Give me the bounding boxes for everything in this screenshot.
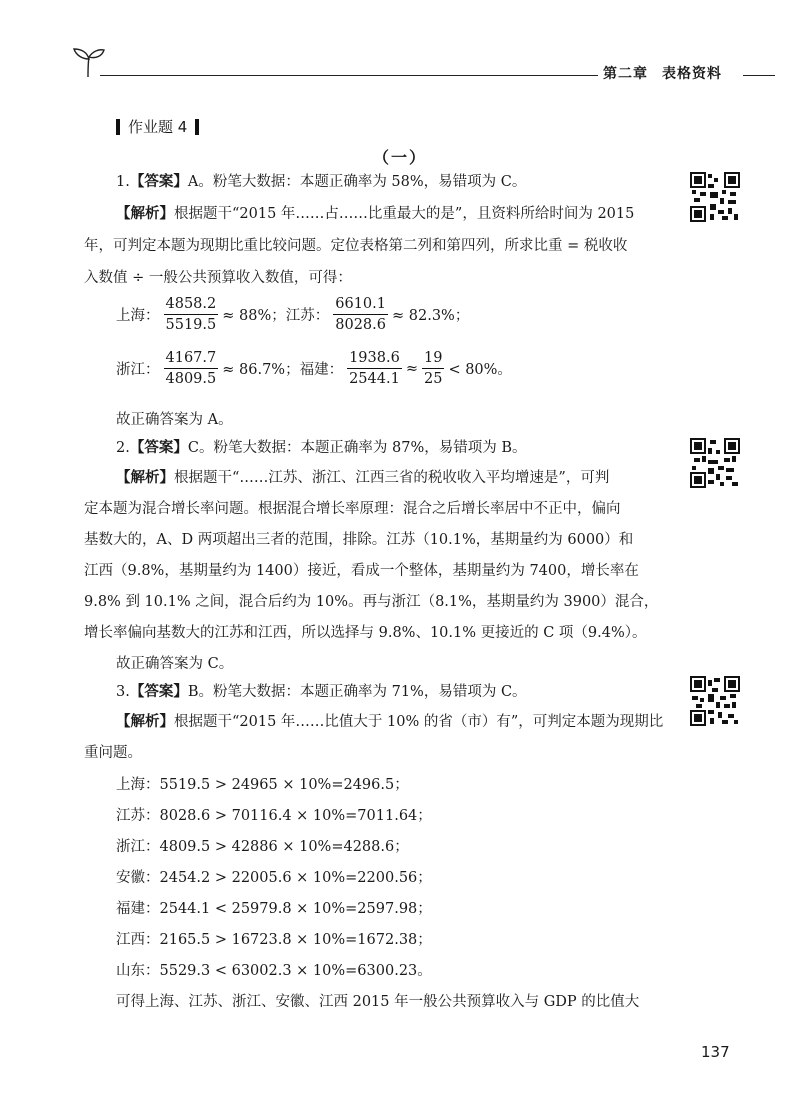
- fraction-numerator: 1938.6: [347, 350, 402, 369]
- province-label: 上海：: [116, 308, 160, 324]
- header-rule-left: [100, 75, 598, 76]
- q3-list-item: 浙江：4809.5 > 42886 × 10%=4288.6；: [116, 839, 409, 855]
- chapter-title: 表格资料: [662, 66, 722, 82]
- fraction-numerator: 4858.2: [164, 296, 219, 315]
- section-title: [116, 116, 199, 137]
- fraction-denominator: 4809.5: [165, 371, 217, 387]
- q1-number: 1.: [116, 174, 130, 190]
- fraction-numerator: 4167.7: [164, 350, 219, 369]
- q2-analysis-line: 基数大的，A、D 两项超出三者的范围，排除。江苏（10.1%，基期量约为 6000）和: [84, 532, 634, 548]
- section-bar-right: [195, 119, 199, 135]
- q3-tail-line: 可得上海、江苏、浙江、安徽、江西 2015 年一般公共预算收入与 GDP 的比值大: [116, 994, 640, 1010]
- qr-code-icon: [690, 438, 740, 488]
- page-header: [0, 0, 800, 90]
- page-number: 137: [701, 1043, 730, 1061]
- formula-result: ≈ 88%；: [222, 308, 286, 324]
- q3-list-item: 安徽：2454.2 > 22005.6 × 10%=2200.56；: [116, 870, 432, 886]
- q3-answer-text: B。粉笔大数据：本题正确率为 71%，易错项为 C。: [187, 684, 527, 700]
- q2-analysis-line: [116, 468, 609, 488]
- q2-analysis-tag: 【解析】: [116, 469, 174, 486]
- province-label: 浙江：: [116, 362, 160, 378]
- header-rule-right: [743, 75, 775, 76]
- q3-list-item: 福建：2544.1 < 25979.8 × 10%=2597.98；: [116, 901, 432, 917]
- q2-analysis-text: 根据题干“……江苏、浙江、江西三省的税收收入平均增速是”，可判: [174, 470, 610, 486]
- q1-conclusion: 故正确答案为 A。: [116, 412, 233, 428]
- q2-analysis-line: 9.8% 到 10.1% 之间，混合后约为 10%。再与浙江（8.1%，基期量约为 3900）混合，: [84, 594, 659, 610]
- q2-conclusion: 故正确答案为 C。: [116, 656, 234, 672]
- q3-analysis-line: 重问题。: [84, 745, 142, 761]
- q2-analysis-line: 定本题为混合增长率问题。根据混合增长率原理：混合之后增长率居中不正中，偏向: [84, 501, 621, 517]
- q2-answer-tag: 【答案】: [129, 439, 188, 456]
- q3-number: 3.: [116, 684, 130, 700]
- fraction: [347, 350, 402, 387]
- fraction: [422, 350, 444, 387]
- sub-title: （一）: [372, 148, 427, 167]
- q3-list-item: 江西：2165.5 > 16723.8 × 10%=1672.38；: [116, 932, 432, 948]
- formula-result: < 80%。: [448, 362, 512, 378]
- fraction-numerator: 19: [422, 350, 444, 369]
- approx-sign: ≈: [405, 360, 418, 377]
- chapter-heading: [603, 63, 722, 83]
- q3-list-item: 江苏：8028.6 > 70116.4 × 10%=7011.64；: [116, 808, 432, 824]
- fraction-numerator: 6610.1: [333, 296, 388, 315]
- province-label: 福建：: [299, 362, 344, 378]
- formula-result: ≈ 86.7%；: [222, 362, 300, 378]
- q1-answer-tag: 【答案】: [129, 173, 188, 190]
- fraction-denominator: 25: [423, 371, 443, 387]
- qr-code-icon: [690, 676, 740, 726]
- q3-answer-line: [116, 682, 527, 702]
- q3-list-item: 山东：5529.3 < 63002.3 × 10%=6300.23。: [116, 963, 432, 979]
- q3-analysis-text: 根据题干“2015 年……比值大于 10% 的省（市）有”，可判定本题为现期比: [174, 714, 664, 730]
- q1-analysis-line: 入数值 ÷ 一般公共预算收入数值，可得：: [84, 270, 352, 286]
- fraction: [164, 350, 219, 387]
- q2-analysis-line: 增长率偏向基数大的江苏和江西，所以选择与 9.8%、10.1% 更接近的 C 项（9.4%）。: [84, 625, 647, 641]
- q2-answer-line: [116, 438, 527, 458]
- fraction-denominator: 8028.6: [335, 317, 386, 333]
- section-bar-left: [116, 119, 120, 135]
- q1-analysis-text: 根据题干“2015 年……占……比重最大的是”，且资料所给时间为 2015: [174, 206, 635, 222]
- q3-answer-tag: 【答案】: [129, 683, 188, 700]
- province-label: 江苏：: [285, 308, 330, 324]
- q1-formula-row: [116, 296, 469, 333]
- q2-number: 2.: [116, 440, 130, 456]
- fraction: [164, 296, 219, 333]
- q2-analysis-line: 江西（9.8%，基期量约为 1400）接近，看成一个整体，基期量约为 7400，增长率在: [84, 563, 639, 579]
- chapter-number: 第二章: [603, 66, 648, 82]
- fraction-denominator: 2544.1: [349, 371, 400, 387]
- formula-result: ≈ 82.3%；: [392, 308, 470, 324]
- q1-analysis-tag: 【解析】: [116, 205, 174, 222]
- section-title-text: 作业题 4: [128, 118, 188, 136]
- q3-analysis-line: [116, 712, 663, 732]
- q3-list-item: 上海：5519.5 > 24965 × 10%=2496.5；: [116, 777, 409, 793]
- q1-analysis-line: [116, 204, 634, 224]
- q1-analysis-line: 年，可判定本题为现期比重比较问题。定位表格第二列和第四列，所求比重 = 税收收: [84, 238, 628, 254]
- q3-analysis-tag: 【解析】: [116, 713, 174, 730]
- q2-answer-text: C。粉笔大数据：本题正确率为 87%，易错项为 B。: [187, 440, 527, 456]
- fraction-denominator: 5519.5: [165, 317, 217, 333]
- q1-answer-text: A。粉笔大数据：本题正确率为 58%，易错项为 C。: [187, 174, 527, 190]
- q1-answer-line: [116, 172, 526, 192]
- qr-code-icon: [690, 172, 740, 222]
- sprout-icon: [68, 45, 108, 79]
- q1-formula-row: [116, 350, 512, 387]
- fraction: [333, 296, 388, 333]
